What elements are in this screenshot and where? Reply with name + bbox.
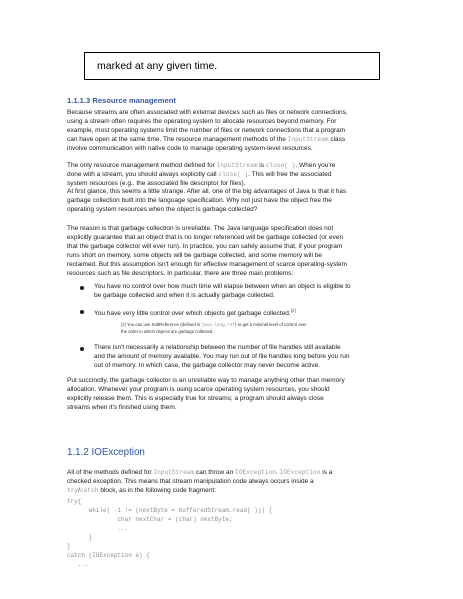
text-line bbox=[67, 162, 407, 171]
text-line: system resources (e.g., the associated file descriptor for files). bbox=[67, 179, 246, 187]
text-line: explicitly guarantee that an object that is no longer referenced will be garbage collected (or even bbox=[67, 233, 344, 241]
code-line: } bbox=[67, 543, 71, 550]
inline-code: IOException bbox=[235, 469, 276, 476]
text-run: . When you're bbox=[295, 162, 336, 169]
text-line: allocation. Whenever your program is using scarce operating system resources, you should bbox=[67, 385, 330, 393]
bullet-line: There isn't necessarily a relationship between the number of file handles still available bbox=[94, 344, 341, 351]
code-line: char nextChar = (char) nextByte; bbox=[67, 516, 233, 523]
footnote-line: the order in which objects are garbage collected. bbox=[121, 329, 214, 334]
bullet-line: be garbage collected and when it is actually garbage collected. bbox=[94, 291, 275, 299]
bullet-dot-icon bbox=[80, 286, 84, 290]
paragraph-first-glance bbox=[67, 188, 407, 215]
text-run: can throw an bbox=[194, 469, 236, 476]
footnote-reference[interactable]: [2] bbox=[290, 308, 296, 313]
code-line: try{ bbox=[67, 498, 82, 505]
text-line bbox=[67, 171, 407, 180]
text-run: is bbox=[257, 162, 266, 169]
inline-code: try bbox=[67, 486, 79, 494]
text-run: The only resource management method defined for bbox=[67, 162, 217, 169]
footnote bbox=[121, 322, 381, 335]
bullet-line: You have very little control over which objects get garbage collected.[2] bbox=[94, 308, 296, 318]
inline-code: close( ) bbox=[265, 162, 296, 169]
inline-code: close( ) bbox=[218, 170, 249, 178]
text-run: You can use SoftReference (defined in bbox=[125, 322, 202, 327]
inline-code: InputStream bbox=[153, 469, 195, 476]
code-line: while( -1 != (nextByte = bufferedStream.read( ))) { bbox=[67, 507, 273, 514]
text-line: using a stream often requires the operating system to allocate resources beyond memory. For bbox=[67, 117, 337, 125]
code-line: ... bbox=[67, 525, 129, 532]
boxed-excerpt-text: marked at any given time. bbox=[97, 60, 218, 72]
code-line: } bbox=[67, 534, 93, 541]
inline-code: catch bbox=[79, 486, 99, 494]
inline-code: InputStream bbox=[287, 135, 329, 143]
paragraph-close-method bbox=[67, 162, 407, 189]
boxed-excerpt bbox=[84, 52, 380, 80]
text-line: example, most operating systems limit the number of files or network connections that a program bbox=[67, 126, 346, 134]
bullet-item bbox=[94, 307, 404, 319]
code-line: ... bbox=[67, 561, 89, 568]
section-heading-ioexception: 1.1.2 IOException bbox=[67, 447, 145, 458]
text-run: All of the methods defined for bbox=[67, 469, 154, 476]
text-line: The reason is that garbage collection is unreliable. The Java language specification does not bbox=[67, 225, 334, 232]
text-line: Put succinctly, the garbage collector is an unreliable way to manage anything other than memory bbox=[67, 377, 345, 384]
text-line bbox=[67, 469, 407, 478]
text-run: block, as in the following code fragment: bbox=[98, 486, 216, 494]
text-run: / bbox=[78, 486, 80, 494]
text-line: operating system resources when the object is garbage collected? bbox=[67, 205, 258, 213]
text-run: . bbox=[275, 469, 280, 476]
paragraph-put-succinctly bbox=[67, 377, 407, 413]
paragraph-streams-resources bbox=[67, 109, 407, 154]
text-line: checked exception. This means that stream manipulation code always occurs inside a bbox=[67, 477, 314, 485]
bullet-dot-icon bbox=[80, 347, 84, 351]
code-fragment bbox=[67, 497, 272, 569]
text-run: . This will free the associated bbox=[248, 170, 332, 178]
paragraph-ioexception bbox=[67, 469, 407, 496]
text-line: streams when it's finished using them. bbox=[67, 403, 177, 411]
inline-code: java.lang.ref bbox=[201, 323, 236, 328]
bullet-dot-icon bbox=[80, 310, 84, 314]
text-run: ) to get a minimal level of control over bbox=[235, 322, 307, 327]
text-line: Because streams are often associated with external devices such as files or network connections, bbox=[67, 109, 348, 116]
paragraph-gc-unreliable bbox=[67, 225, 407, 278]
text-line: runs short on memory, some objects will be garbage collected, and some memory will be bbox=[67, 251, 322, 259]
text-line: that the garbage collector will ever run). In practice, you can safely assume that, if your program bbox=[67, 242, 343, 250]
text-line: At first glance, this seems a little strange. After all, one of the big advantages of Java is that it has bbox=[67, 188, 347, 195]
text-run: [2] bbox=[121, 322, 126, 327]
footnote-line bbox=[121, 322, 381, 329]
text-line: involve communication with native code to manage operating system-level resources. bbox=[67, 144, 313, 152]
text-run: can have open at the same time. The resource management methods of the bbox=[67, 135, 288, 143]
section-heading-resource-management: 1.1.1.3 Resource management bbox=[67, 96, 176, 105]
bullet-line: out of memory. In which case, the garbage collector may never become active. bbox=[94, 361, 321, 369]
text-run: is a bbox=[320, 469, 333, 476]
text-run: done with a stream, you should always explicitly call bbox=[67, 170, 219, 178]
code-line: catch (IOException e) { bbox=[67, 552, 150, 559]
text-line: garbage collection built into the language specification. Why not just have the object free the bbox=[67, 196, 332, 204]
bullet-line: and the amount of memory available. You may run out of file handles long before you run bbox=[94, 352, 350, 360]
text-line: resources such as file descriptors. In particular, there are three main problems: bbox=[67, 269, 294, 277]
text-line bbox=[67, 487, 407, 496]
text-line: reclaimed. But this assumption isn't enough for effective management of scarce operating-system bbox=[67, 260, 348, 268]
inline-code: InputStream bbox=[216, 162, 258, 169]
text-line: explicitly release them. This is especially true for streams; a program should always close bbox=[67, 394, 324, 402]
bullet-line: You have no control over how much time will elapse between when an object is eligible to bbox=[94, 283, 351, 290]
bullet-item bbox=[94, 283, 404, 301]
text-run: class bbox=[328, 135, 346, 143]
bullet-item bbox=[94, 344, 404, 371]
text-line bbox=[67, 136, 407, 145]
inline-code: IOException bbox=[279, 469, 321, 476]
